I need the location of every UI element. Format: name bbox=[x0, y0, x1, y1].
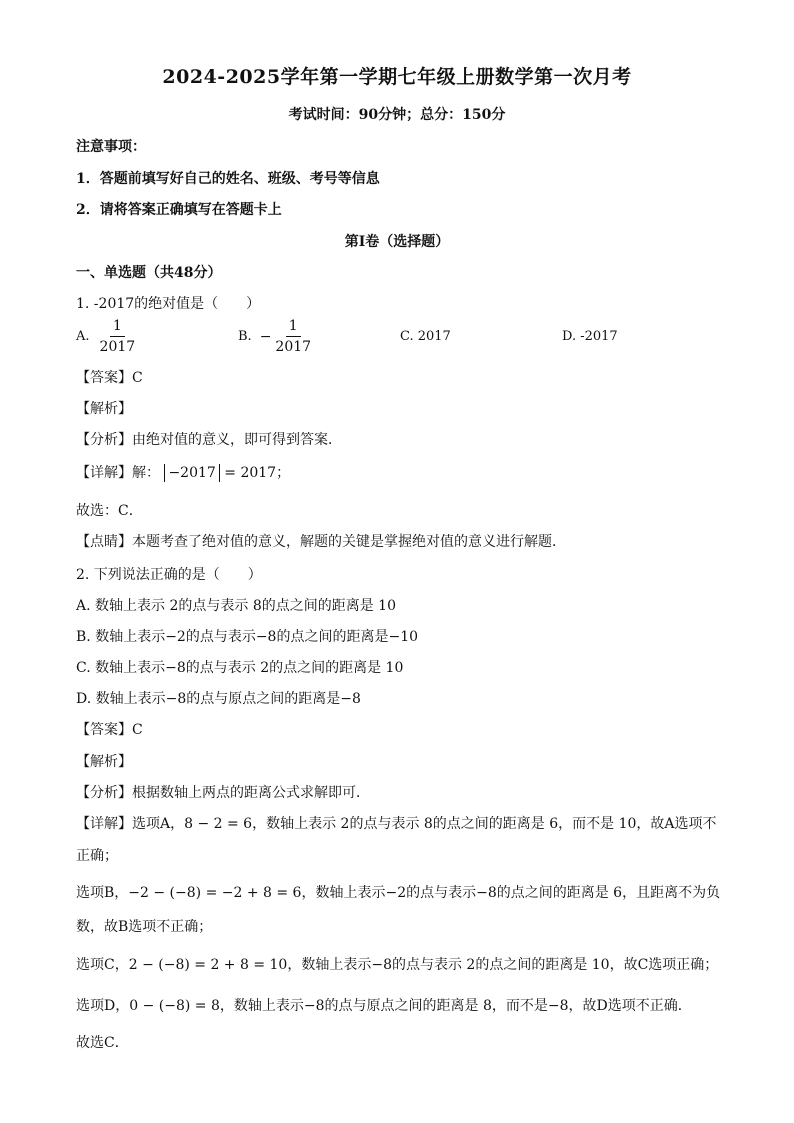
absolute-value-expression: −2017 bbox=[164, 464, 219, 482]
q2-detail-line: 选项B，−2 − (−8) = −2 + 8 = 6，数轴上表示−2的点与表示−8的点之间的距离是 6，且距离不为负 bbox=[76, 885, 721, 901]
q1-option-d: D. -2017 bbox=[562, 329, 618, 344]
q1-analysis: 【分析】由绝对值的意义，即可得到答案． bbox=[76, 432, 342, 448]
q1-option-b-label: B. bbox=[238, 329, 252, 344]
q1-stem: 1. -2017的绝对值是（ ） bbox=[76, 296, 261, 312]
q2-detail-line: 正确； bbox=[76, 848, 118, 864]
q2-option-c: C. 数轴上表示−8的点与表示 2的点之间的距离是 10 bbox=[76, 660, 404, 676]
q1-option-b bbox=[238, 318, 311, 355]
q1-choose: 故选：C． bbox=[76, 503, 143, 519]
q2-option-d: D. 数轴上表示−8的点与原点之间的距离是−8 bbox=[76, 691, 361, 707]
fraction-denominator: 2017 bbox=[99, 339, 136, 355]
q2-stem: 2. 下列说法正确的是（ ） bbox=[76, 567, 262, 583]
q2-analysis: 【分析】根据数轴上两点的距离公式求解即可． bbox=[76, 785, 370, 801]
q2-option-b: B. 数轴上表示−2的点与表示−8的点之间的距离是−10 bbox=[76, 629, 419, 645]
q1-option-a bbox=[76, 318, 135, 355]
q1-answer: 【答案】C bbox=[76, 370, 143, 386]
q2-option-a: A. 数轴上表示 2的点与表示 8的点之间的距离是 10 bbox=[76, 598, 396, 614]
q1-option-c: C. 2017 bbox=[400, 329, 451, 344]
exam-info: 考试时间：90分钟；总分：150分 bbox=[288, 107, 506, 123]
q2-analysis-title: 【解析】 bbox=[76, 754, 132, 770]
notice-item-2: 2．请将答案正确填写在答题卡上 bbox=[76, 202, 282, 218]
q1-detail-result: = 2017； bbox=[224, 465, 291, 481]
q1-option-a-fraction bbox=[100, 318, 136, 355]
page-title: 2024-2025学年第一学期七年级上册数学第一次月考 bbox=[162, 66, 632, 88]
q1-detail-prefix: 【详解】解： bbox=[76, 465, 160, 481]
q1-option-b-fraction bbox=[275, 318, 311, 355]
q2-detail-line: 选项D，0 − (−8) = 8，数轴上表示−8的点与原点之间的距离是 8，而不是−8，故D选项不正确． bbox=[76, 998, 692, 1014]
notice-heading: 注意事项： bbox=[76, 139, 146, 155]
q2-answer: 【答案】C bbox=[76, 722, 143, 738]
notice-item-1: 1．答题前填写好自己的姓名、班级、考号等信息 bbox=[76, 171, 380, 187]
q1-analysis-title: 【解析】 bbox=[76, 401, 132, 417]
q2-detail-line: 选项C，2 − (−8) = 2 + 8 = 10，数轴上表示−8的点与表示 2的点之间的距离是 10，故C选项正确； bbox=[76, 957, 719, 973]
q1-comment: 【点睛】本题考查了绝对值的意义，解题的关键是掌握绝对值的意义进行解题． bbox=[76, 534, 566, 550]
q1-option-a-label: A. bbox=[76, 329, 90, 344]
volume-heading: 第I卷（选择题） bbox=[344, 234, 450, 250]
q2-detail-line: 数，故B选项不正确； bbox=[76, 919, 213, 935]
fraction-numerator: 1 bbox=[110, 318, 125, 337]
minus-sign: − bbox=[259, 328, 272, 345]
fraction-denominator: 2017 bbox=[275, 339, 312, 355]
q2-detail-line: 故选C． bbox=[76, 1035, 129, 1051]
fraction-numerator: 1 bbox=[286, 318, 301, 337]
section-heading: 一、单选题（共48分） bbox=[76, 265, 222, 281]
q1-detail bbox=[76, 462, 290, 482]
q2-detail-line: 【详解】选项A，8 − 2 = 6，数轴上表示 2的点与表示 8的点之间的距离是 6，而不是 10，故A选项不 bbox=[76, 816, 717, 832]
